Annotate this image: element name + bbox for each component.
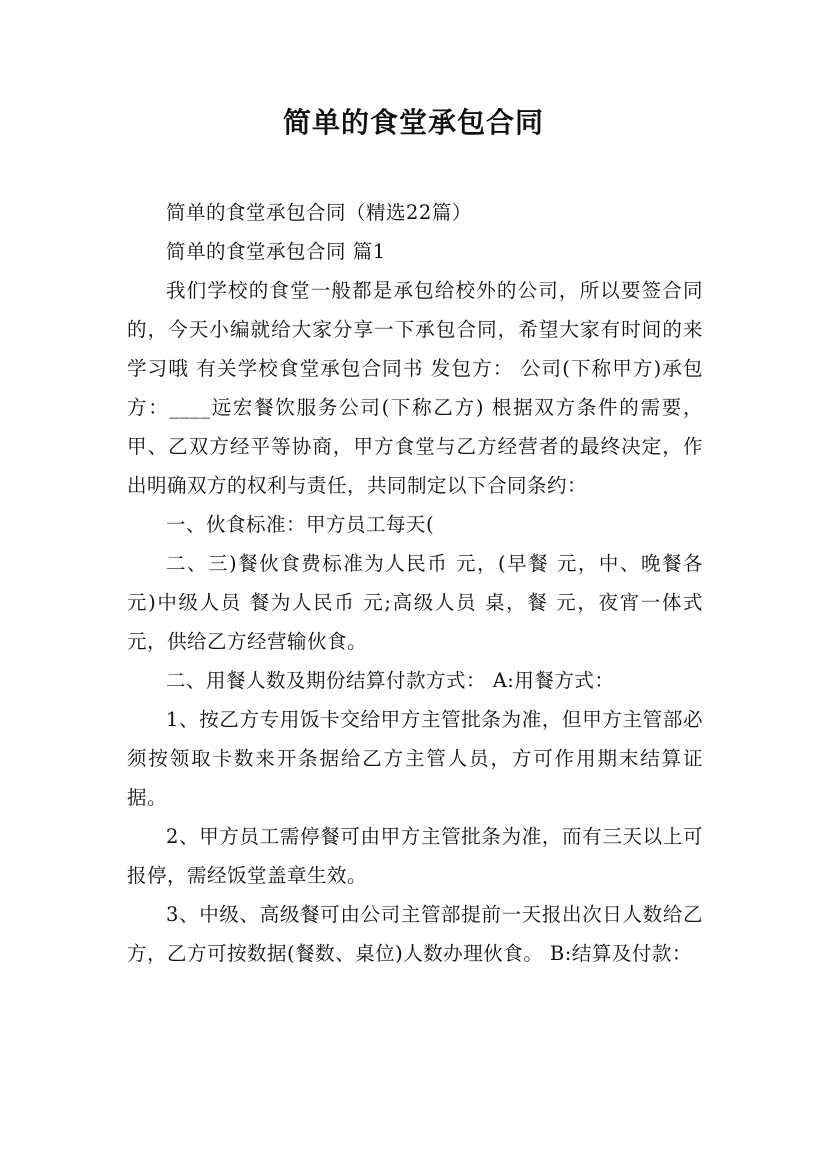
section-heading-paragraph: 简单的食堂承包合同 篇1 xyxy=(166,240,386,263)
clause-paragraph: 3、中级、高级餐可由公司主管部提前一天报出次日人数给乙方，乙方可按数据(餐数、桌位)人数办理伙食。 B:结算及付款： xyxy=(127,903,703,965)
document-body xyxy=(127,193,703,973)
subtitle-paragraph: 简单的食堂承包合同（精选22篇） xyxy=(166,201,472,224)
clause-paragraph: 1、按乙方专用饭卡交给甲方主管批条为准，但甲方主管部必须按领取卡数来开条据给乙方主管人员，方可作用期末结算证据。 xyxy=(127,708,703,809)
clause-paragraph: 2、甲方员工需停餐可由甲方主管批条为准，而有三天以上可报停，需经饭堂盖章生效。 xyxy=(127,825,703,887)
document-title: 简单的食堂承包合同 xyxy=(282,106,544,139)
intro-paragraph: 我们学校的食堂一般都是承包给校外的公司，所以要签合同的，今天小编就给大家分享一下承包合同，希望大家有时间的来学习哦 有关学校食堂承包合同书 发包方： 公司(下称甲方)承包方：____远宏餐饮服务公司(下称乙方) 根据双方条件的需要，甲、乙双方经平等协商，甲方食堂与乙方经营者的最终决定，作出明确双方的权利与责任，共同制定以下合同条约： xyxy=(127,279,703,497)
clause-paragraph: 二、用餐人数及期份结算付款方式： A:用餐方式： xyxy=(166,669,615,692)
clause-paragraph: 二、三)餐伙食费标准为人民币 元，(早餐 元，中、晚餐各 元)中级人员 餐为人民币 元;高级人员 桌，餐 元，夜宵一体式 元，供给乙方经营输伙食。 xyxy=(127,552,703,653)
clause-paragraph: 一、伙食标准：甲方员工每天( xyxy=(166,513,435,536)
